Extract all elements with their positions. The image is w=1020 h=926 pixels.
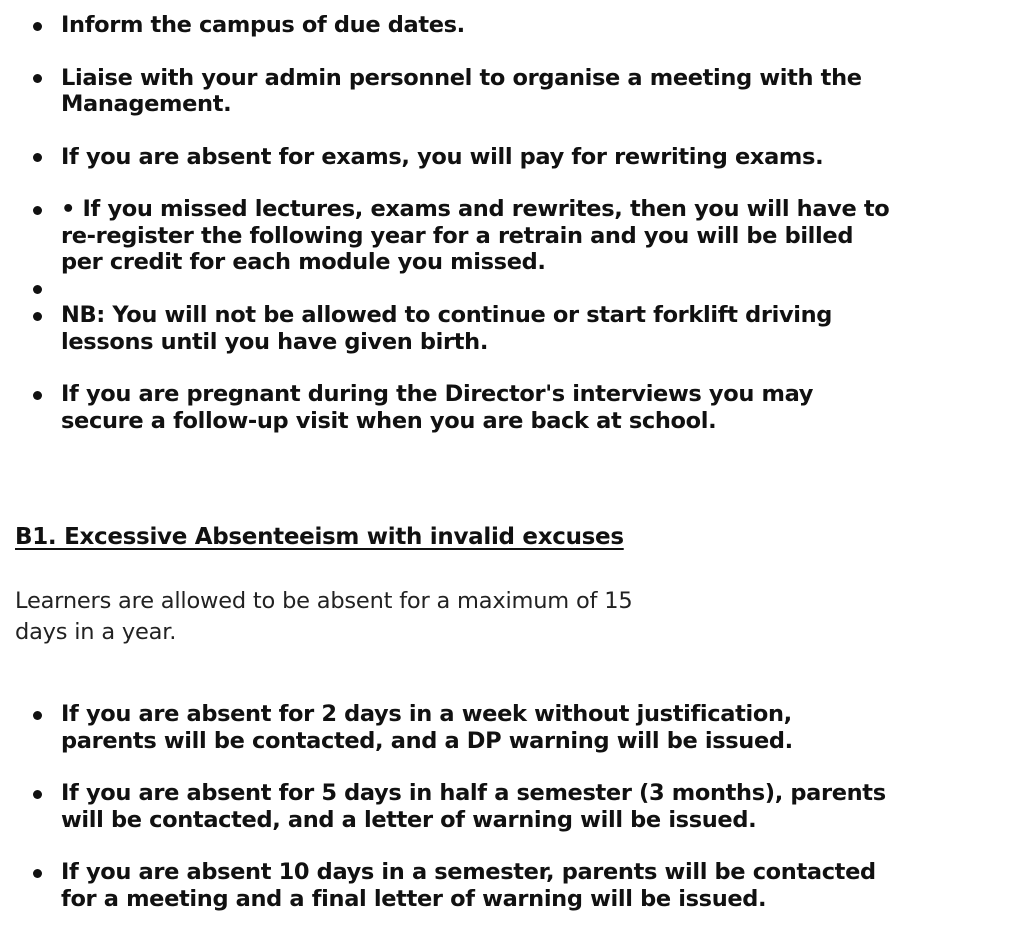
list-item-text: • If you missed lectures, exams and rewrites, then you will have to [61,196,890,222]
list-item [0,780,886,833]
list-item-text: secure a follow-up visit when you are back at school. [61,407,717,434]
bullet-icon [33,206,42,215]
list-item-text: re-register the following year for a retrain and you will be billed [61,222,854,249]
list-item [0,302,889,355]
bullet-icon [33,22,42,31]
list-item-text: If you are absent for 5 days in half a semester (3 months), parents [61,780,886,806]
list-item [0,65,889,118]
list-item-empty [0,276,889,303]
list-item-text: lessons until you have given birth. [61,328,489,355]
list-item [0,701,886,754]
list-item-text: for a meeting and a final letter of warning will be issued. [61,885,767,912]
list-item [0,12,889,39]
list-item-text: Management. [61,91,232,117]
paragraph-line: Learners are allowed to be absent for a maximum of 15 [15,588,633,614]
list-item-text: If you are pregnant during the Director's interviews you may [61,381,814,407]
bullet-icon [33,312,42,321]
list-item [0,144,889,171]
policy-list-bottom [0,701,886,912]
list-item-text: If you are absent for 2 days in a week without justification, [61,701,792,727]
bullet-icon [33,153,42,162]
list-item [0,196,889,276]
bullet-icon [33,869,42,878]
policy-list-top [0,12,889,434]
bullet-icon [33,790,42,799]
list-item-text: If you are absent 10 days in a semester, parents will be contacted [61,859,876,885]
list-item [0,381,889,434]
section-heading: B1. Excessive Absenteeism with invalid excuses [15,524,624,550]
list-item [0,859,886,912]
section-paragraph [15,586,795,648]
list-item-text: NB: You will not be allowed to continue or start forklift driving [61,302,833,328]
list-item-text: per credit for each module you missed. [61,249,546,275]
bullet-icon [33,74,42,83]
list-item-text: parents will be contacted, and a DP warning will be issued. [61,727,793,754]
list-item-text: If you are absent for exams, you will pay for rewriting exams. [61,143,824,170]
list-item-text: Liaise with your admin personnel to organise a meeting with the [61,64,862,91]
bullet-icon [33,391,42,400]
paragraph-line: days in a year. [15,619,177,645]
bullet-icon [33,285,42,294]
bullet-icon [33,711,42,720]
list-item-text: will be contacted, and a letter of warning will be issued. [61,806,757,833]
list-item-text: Inform the campus of due dates. [61,12,465,38]
